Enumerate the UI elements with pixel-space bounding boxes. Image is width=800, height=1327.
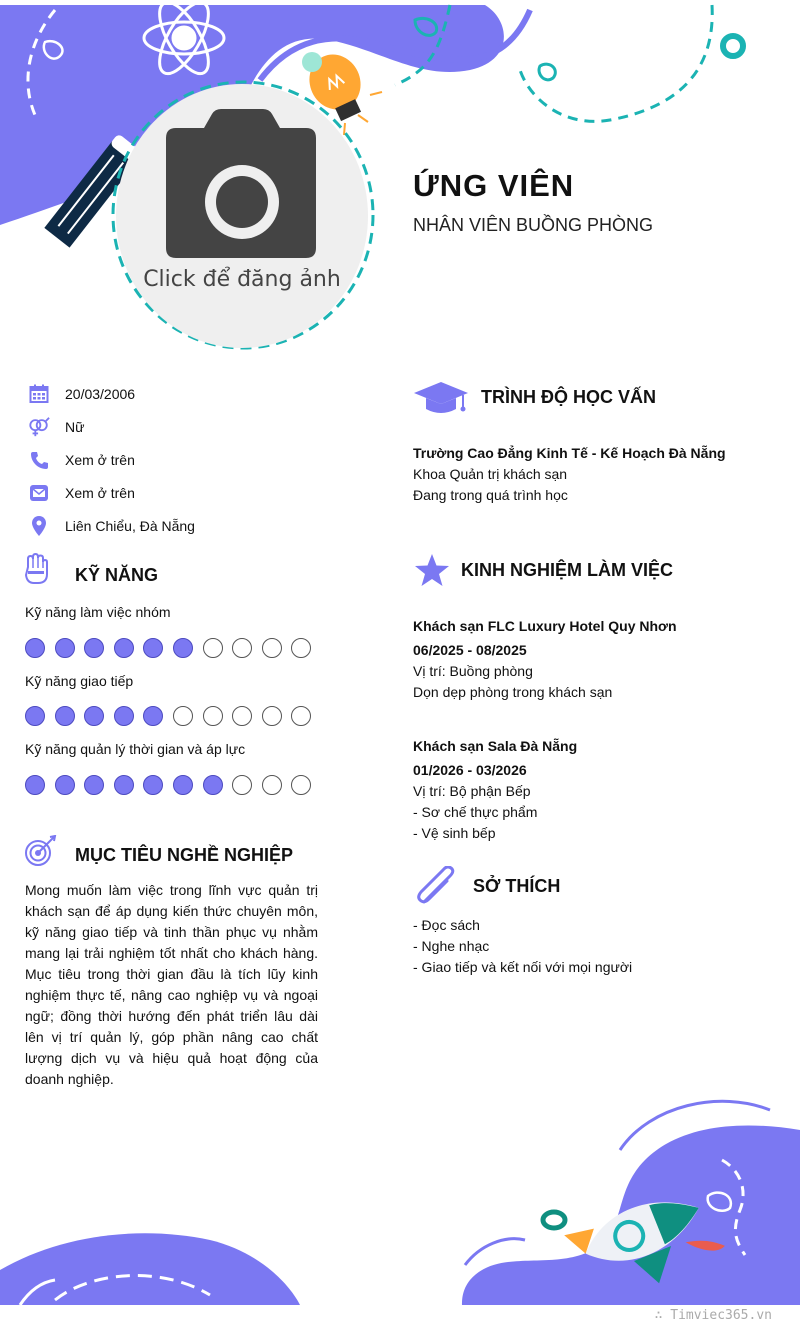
rating-dot-empty <box>291 775 311 795</box>
contact-phone <box>28 448 135 472</box>
skill-rating <box>25 775 321 795</box>
target-icon <box>24 835 58 872</box>
education-title: TRÌNH ĐỘ HỌC VẤN <box>481 387 656 407</box>
paperclip-icon <box>416 866 458 911</box>
job-company: Khách sạn Sala Đà Nẵng <box>413 738 578 754</box>
rating-dot-filled <box>84 706 104 726</box>
contact-gender <box>28 415 84 439</box>
job-entry <box>413 736 577 844</box>
email-value: Xem ở trên <box>65 485 135 501</box>
rating-dot-empty <box>173 706 193 726</box>
rating-dot-filled <box>114 706 134 726</box>
job-period: 06/2025 - 08/2025 <box>413 642 527 658</box>
phone-icon <box>28 449 50 471</box>
contact-email <box>28 481 135 505</box>
camera-icon <box>116 84 368 348</box>
skill-rating <box>25 706 321 726</box>
birthdate-value: 20/03/2006 <box>65 386 136 402</box>
job-line: Vị trí: Buồng phòng <box>413 663 533 679</box>
rating-dot-filled <box>84 638 104 658</box>
skill-name: Kỹ năng giao tiếp <box>25 673 134 689</box>
rating-dot-empty <box>262 638 282 658</box>
rating-dot-filled <box>173 638 193 658</box>
hobby-item: - Giao tiếp và kết nối với mọi người <box>413 959 633 975</box>
objective-title: MỤC TIÊU NGHỀ NGHIỆP <box>75 845 294 865</box>
rating-dot-filled <box>143 706 163 726</box>
rating-dot-empty <box>203 638 223 658</box>
calendar-icon <box>28 383 50 405</box>
candidate-name: ỨNG VIÊN <box>413 168 575 203</box>
education-details <box>413 443 726 506</box>
rating-dot-filled <box>203 775 223 795</box>
education-status: Đang trong quá trình học <box>413 487 568 503</box>
rating-dot-filled <box>84 775 104 795</box>
school-major: Khoa Quản trị khách sạn <box>413 466 568 482</box>
skill-rating <box>25 638 321 658</box>
rating-dot-empty <box>262 706 282 726</box>
rating-dot-filled <box>25 638 45 658</box>
skills-title: KỸ NĂNG <box>75 565 159 585</box>
hand-icon <box>23 553 49 590</box>
rating-dot-filled <box>25 775 45 795</box>
rating-dot-empty <box>232 706 252 726</box>
experience-title: KINH NGHIỆM LÀM VIỆC <box>461 560 674 580</box>
hobby-item: - Nghe nhạc <box>413 938 490 954</box>
location-icon <box>28 515 50 537</box>
job-line: - Vệ sinh bếp <box>413 825 496 841</box>
rating-dot-filled <box>55 775 75 795</box>
photo-upload-label: Click để đăng ảnh <box>143 267 341 292</box>
phone-value: Xem ở trên <box>65 452 135 468</box>
rating-dot-filled <box>25 706 45 726</box>
job-entry <box>413 616 677 703</box>
rating-dot-filled <box>143 775 163 795</box>
graduation-cap-icon <box>413 381 469 420</box>
job-line: - Sơ chế thực phẩm <box>413 804 538 820</box>
star-icon <box>414 553 450 592</box>
rating-dot-empty <box>203 706 223 726</box>
rating-dot-filled <box>114 638 134 658</box>
objective-text: Mong muốn làm việc trong lĩnh vực quản trị khách sạn để áp dụng kiến thức chuyên môn, kỹ năng giao tiếp và tinh thần phục vụ nhằm mang lại trải nghiệm tốt nhất cho khách hàng. Mục tiêu trong thời gian đầu là tích lũy kinh nghiệm thực tế, nâng cao nghiệp vụ và ngoại ngữ; đồng thời hướng đến phát triển lâu dài lên vị trí quản lý, góp phần nâng cao chất lượng dịch vụ và hiệu quả hoạt động của doanh nghiệp. <box>25 882 318 1087</box>
job-company: Khách sạn FLC Luxury Hotel Quy Nhơn <box>413 618 677 634</box>
skill-name: Kỹ năng quản lý thời gian và áp lực <box>25 741 246 757</box>
rating-dot-empty <box>262 775 282 795</box>
contact-birthdate <box>28 382 135 406</box>
job-period: 01/2026 - 03/2026 <box>413 762 527 778</box>
rating-dot-filled <box>173 775 193 795</box>
rating-dot-filled <box>114 775 134 795</box>
email-icon <box>28 482 50 504</box>
rating-dot-filled <box>143 638 163 658</box>
hobbies-list <box>413 915 632 978</box>
gender-icon <box>28 416 50 438</box>
rating-dot-filled <box>55 638 75 658</box>
skill-name: Kỹ năng làm việc nhóm <box>25 604 171 620</box>
avatar-upload[interactable] <box>116 84 368 348</box>
address-value: Liên Chiểu, Đà Nẵng <box>65 518 195 534</box>
rating-dot-empty <box>232 638 252 658</box>
rating-dot-filled <box>55 706 75 726</box>
gender-value: Nữ <box>65 419 85 435</box>
candidate-position: NHÂN VIÊN BUỒNG PHÒNG <box>413 215 654 235</box>
rating-dot-empty <box>232 775 252 795</box>
hobby-item: - Đọc sách <box>413 917 480 933</box>
hobbies-title: SỞ THÍCH <box>473 876 561 896</box>
rating-dot-empty <box>291 638 311 658</box>
contact-address <box>28 514 195 538</box>
rating-dot-empty <box>291 706 311 726</box>
job-line: Vị trí: Bộ phận Bếp <box>413 783 531 799</box>
job-line: Dọn dẹp phòng trong khách sạn <box>413 684 613 700</box>
school-name: Trường Cao Đẳng Kinh Tế - Kế Hoạch Đà Nẵng <box>413 445 726 461</box>
watermark: ∴ Timviec365.vn <box>654 1308 772 1323</box>
